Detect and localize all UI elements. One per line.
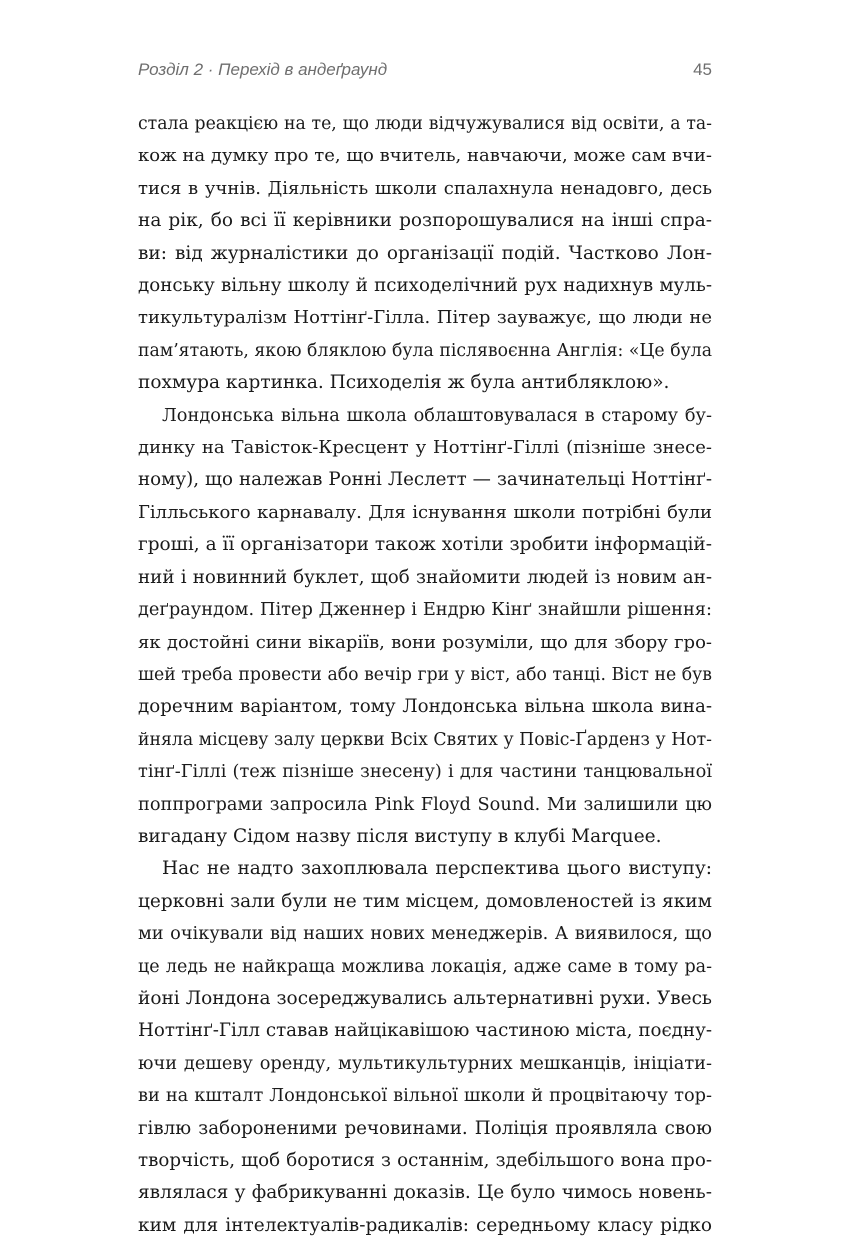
text-line: вигадану Сідом назву після виступу в клубі Marquee. bbox=[138, 825, 662, 847]
text-line: йоні Лондона зосереджувались альтернативні рухи. Увесь bbox=[138, 987, 712, 1009]
text-line: ви на кшталт Лондонської вільної школи й процвітаючу тор- bbox=[138, 1086, 712, 1107]
text-line: ючи дешеву оренду, мультикультурних мешканців, ініціати- bbox=[138, 1053, 712, 1074]
running-head: Розділ 2 · Перехід в андеґраунд bbox=[138, 60, 388, 79]
text-line: похмура картинка. Психоделія ж була антибляклою». bbox=[138, 372, 670, 394]
paragraph bbox=[138, 108, 712, 400]
text-line: деґраундом. Пітер Дженнер і Ендрю Кінґ знайшли рішення: bbox=[138, 600, 712, 621]
text-line: Гілльського карнавалу. Для існування школи потрібні були bbox=[138, 501, 712, 523]
text-line: Ноттінґ-Гілл ставав найцікавішою частиною міста, поєдну- bbox=[138, 1020, 712, 1042]
text-line: стала реакцією на те, що люди відчужувалися від освіти, а та- bbox=[138, 114, 712, 134]
text-line: кож на думку про те, що вчитель, навчаючи, може сам вчи- bbox=[138, 145, 712, 167]
text-line: йняла місцеву залу церкви Всіх Святих у Повіс-Ґарденз у Нот- bbox=[138, 729, 712, 750]
text-line: як достойні сини вікаріїв, вони розуміли, що для збору гро- bbox=[138, 631, 712, 653]
text-line: ми очікували від наших нових менеджерів. А виявилося, що bbox=[138, 924, 712, 945]
text-line: ви: від журналістики до організації подій. Частково Лон- bbox=[138, 242, 712, 264]
text-line: тися в учнів. Діяльність школи спалахнула ненадовго, десь bbox=[138, 177, 712, 199]
text-line: являлася у фабрикуванні доказів. Це було чимось новень- bbox=[138, 1182, 712, 1204]
text-line: Лондонська вільна школа облаштовувалася в старому бу- bbox=[162, 405, 712, 426]
paragraph bbox=[138, 853, 712, 1242]
text-line: творчість, щоб боротися з останнім, здебільшого вона про- bbox=[138, 1150, 712, 1171]
text-line: ким для інтелектуалів-радикалів: середньому класу рідко bbox=[138, 1214, 712, 1236]
text-line: доречним варіантом, тому Лондонська вільна школа вина- bbox=[138, 696, 712, 718]
text-line: пам’ятають, якою бляклою була післявоєнна Англія: «Це була bbox=[138, 340, 712, 361]
page-number: 45 bbox=[693, 60, 712, 79]
text-line: Нас не надто захоплювала перспектива цього виступу: bbox=[162, 858, 712, 880]
text-line: ний і новинний буклет, щоб знайомити людей із новим ан- bbox=[138, 566, 712, 588]
text-line: шей треба провести або вечір гри у віст, або танці. Віст не був bbox=[138, 664, 712, 685]
text-line: ному), що належав Ронні Леслетт — зачинательці Ноттінґ- bbox=[138, 469, 712, 491]
text-line: донську вільну школу й психоделічний рух надихнув муль- bbox=[138, 275, 712, 297]
text-line: гівлю забороненими речовинами. Поліція проявляла свою bbox=[138, 1117, 712, 1139]
text-line: гроші, а її організатори також хотіли зробити інформацій- bbox=[138, 534, 712, 556]
body-text bbox=[138, 108, 712, 1242]
text-line: тикультуралізм Ноттінґ-Гілла. Пітер зауважує, що люди не bbox=[138, 307, 712, 329]
text-line: динку на Тавісток-Кресцент у Ноттінґ-Гіллі (пізніше знесе- bbox=[138, 437, 712, 459]
text-line: це ледь не найкраща можлива локація, адже саме в тому ра- bbox=[138, 956, 712, 977]
text-line: тінґ-Гіллі (теж пізніше знесену) і для частини танцювальної bbox=[138, 762, 712, 783]
text-line: на рік, бо всі її керівники розпорошувалися на інші спра- bbox=[138, 210, 712, 232]
text-line: поппрограми запросила Pink Floyd Sound. Ми залишили цю bbox=[138, 794, 712, 815]
text-line: церковні зали були не тим місцем, домовленостей із яким bbox=[138, 890, 712, 912]
paragraph bbox=[138, 400, 712, 854]
